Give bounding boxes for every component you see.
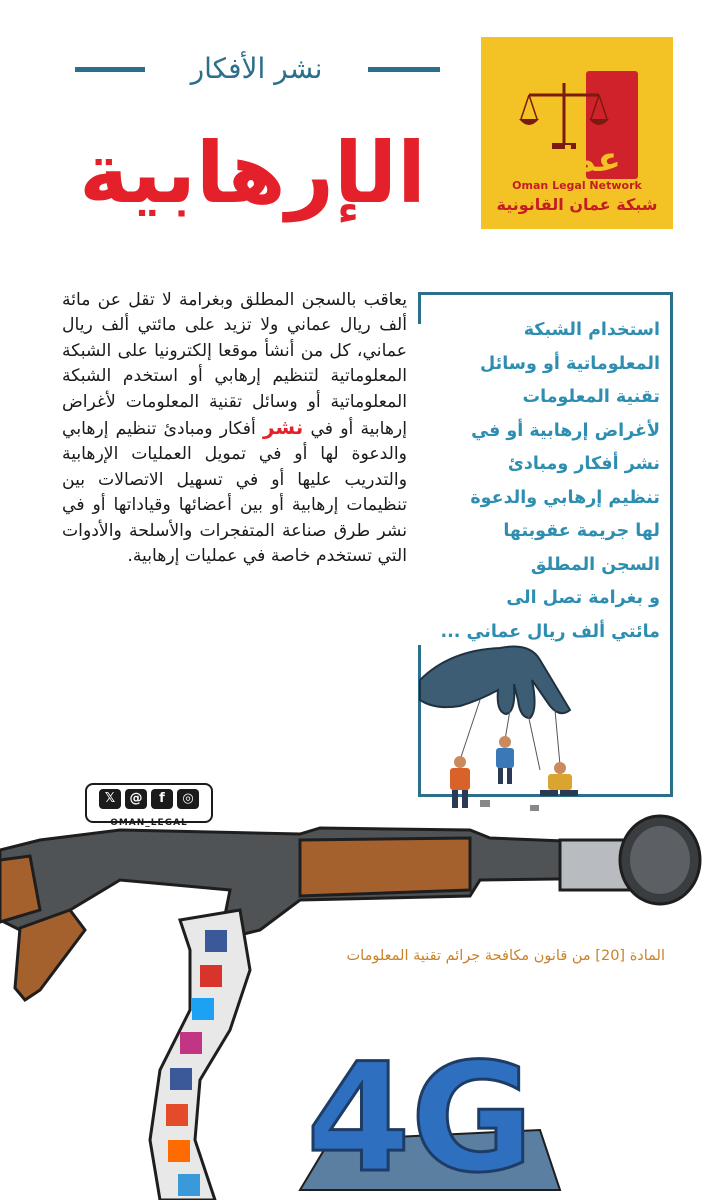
puppet-hand-illustration <box>420 640 600 825</box>
subtitle: نشر الأفكار <box>190 52 323 85</box>
page-title: الإرهابية <box>79 124 426 222</box>
instagram-icon[interactable]: ◎ <box>177 789 199 809</box>
summary-line: نشر أفكار ومبادئ <box>507 454 660 474</box>
summary-box-frame-left-top <box>418 292 421 324</box>
4g-badge: 4G <box>306 1032 534 1200</box>
subtitle-divider-right <box>368 67 440 72</box>
facebook-icon[interactable]: f <box>151 789 173 809</box>
rifle-microphone-illustration <box>0 800 713 1200</box>
logo-arabic-name: شبكة عمان القانونية <box>496 195 658 214</box>
subtitle-block <box>75 52 440 86</box>
logo-english-name: Oman Legal Network <box>512 179 642 192</box>
social-handle: OMAN_LEGAL <box>110 818 188 828</box>
article-text <box>62 288 407 569</box>
article-text-part-1: يعاقب بالسجن المطلق وبغرامة لا تقل عن مائة ألف ريال عماني ولا تزيد على مائتي ألف ريال عماني، كل من أنشأ موقعا إلكترونيا على الشبكة المعلوماتية لتنظيم إرهابي أو استخدم الشبكة المعلوماتية أو وسائل تقنية المعلومات لأغراض إرهابية أو في <box>62 290 408 440</box>
summary-line: المعلوماتية أو وسائل <box>480 353 660 374</box>
article-text-highlight: نشر <box>262 415 304 440</box>
scales-of-justice-icon <box>519 73 621 180</box>
summary-line: تنظيم إرهابي والدعوة <box>470 487 660 508</box>
summary-line: لها جريمة عقوبتها <box>503 521 660 541</box>
summary-line: استخدام الشبكة <box>523 320 660 340</box>
subtitle-divider-left <box>75 67 145 72</box>
summary-line: تقنية المعلومات <box>522 387 660 407</box>
summary-line: مائتي ألف ريال عماني ... <box>440 621 660 642</box>
oman-legal-network-logo <box>481 37 673 229</box>
law-article-caption: المادة [20] من قانون مكافحة جرائم تقنية المعلومات <box>346 948 665 964</box>
summary-line: و بغرامة تصل الى <box>506 588 660 608</box>
summary-line: لأغراض إرهابية أو في <box>471 420 660 441</box>
logo-letters: عمان <box>533 140 621 180</box>
x-icon[interactable]: 𝕏 <box>99 789 121 809</box>
summary-line: السجن المطلق <box>530 554 660 575</box>
summary-text <box>432 314 660 649</box>
article-text-part-2: أفكار ومبادئ تنظيم إرهابي والدعوة لها أو في تمويل العمليات الإرهابية والتدريب عليها أو في تسهيل الاتصالات بين تنظيمات إرهابية أو بين أعضائها وقياداتها أو في نشر طرق صناعة المتفجرات والأسلحة والأدوات التي تستخدم خاصة في عمليات إرهابية. <box>62 419 407 567</box>
threads-icon[interactable]: @ <box>125 789 147 809</box>
